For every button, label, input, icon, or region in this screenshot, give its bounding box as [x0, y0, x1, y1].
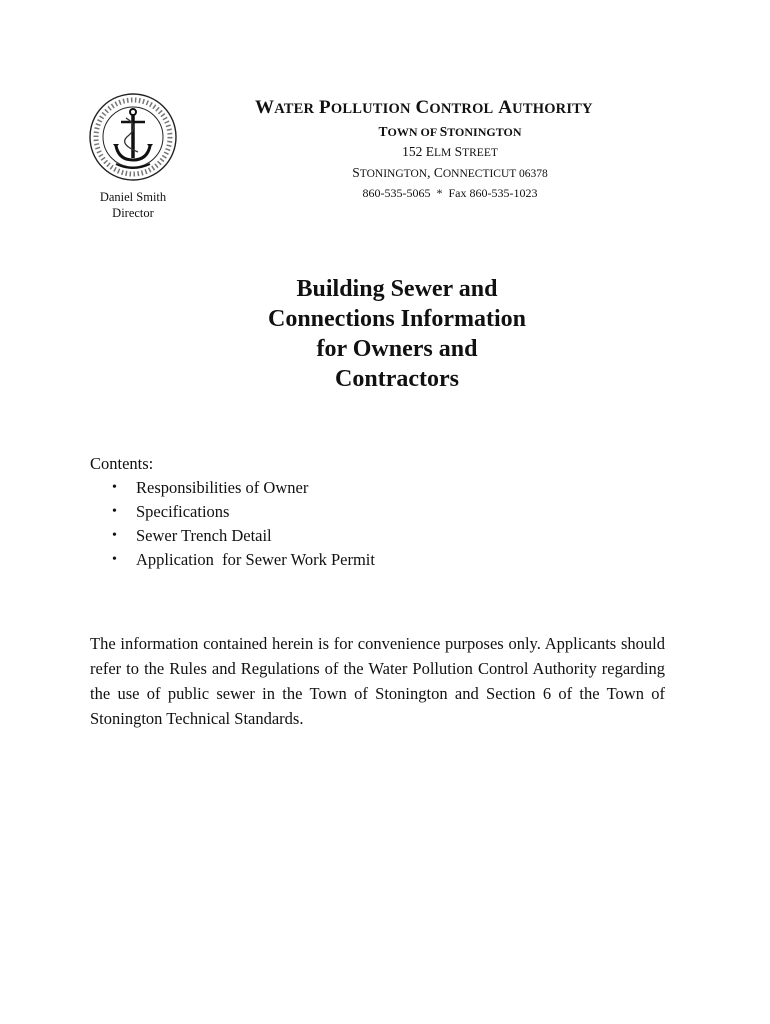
town-initial: T [378, 124, 388, 139]
city-part: TONINGTON [359, 168, 428, 180]
title-line: Building Sewer and [296, 276, 498, 302]
title-initial: C [415, 97, 430, 118]
title-rest: ATER [274, 101, 315, 117]
list-item [112, 548, 690, 572]
title-line: for Owners and [316, 336, 478, 362]
director-title: Director [112, 206, 154, 220]
bullet-icon: • [112, 552, 117, 567]
street-part: 152 E [402, 144, 434, 159]
list-item-label: Responsibilities of Owner [136, 478, 309, 497]
town-seal-icon [88, 92, 178, 182]
anchor-seal-icon [88, 92, 178, 182]
title-initial: A [498, 97, 513, 118]
town-initial: S [439, 124, 448, 139]
street-part: S [454, 144, 463, 159]
town-rest: TONINGTON [447, 125, 522, 139]
town-line [300, 122, 600, 142]
city-line [300, 163, 600, 184]
disclaimer-paragraph: The information contained herein is for convenience purposes only. Applicants should refer to the Rules and Regulations of the Water Pollution Control Authority regarding the use of public sewer in the Town of Stonington and Section 6 of the Town of Stonington Technical Standards. [90, 634, 665, 728]
phone-line: 860-535-5065 * Fax 860-535-1023 [362, 186, 538, 200]
title-line: Connections Information [267, 306, 526, 332]
document-title [217, 274, 577, 394]
city-part: , C [427, 165, 443, 180]
director-block [78, 189, 188, 221]
title-rest: ONTROL [429, 101, 494, 117]
list-item-label: Sewer Trench Detail [136, 526, 272, 545]
street-line [300, 142, 600, 163]
list-item [112, 524, 690, 548]
title-initial: W [255, 97, 275, 118]
address-block [300, 122, 600, 203]
list-item [112, 500, 690, 524]
contents-section [90, 452, 690, 572]
city-part: S [352, 165, 360, 180]
list-item-label: Application for Sewer Work Permit [136, 550, 375, 569]
title-initial: P [319, 97, 331, 118]
city-part: ONNECTICUT [442, 168, 517, 180]
town-rest: OWN OF [387, 125, 437, 139]
street-part: TREET [462, 147, 498, 159]
contents-label: Contents: [90, 454, 154, 473]
bullet-icon: • [112, 480, 117, 495]
authority-title [255, 97, 655, 119]
city-part: 06378 [516, 168, 548, 180]
street-part: LM [433, 147, 452, 159]
title-rest: OLLUTION [330, 101, 411, 117]
list-item-label: Specifications [136, 502, 230, 521]
title-line: Contractors [335, 366, 459, 392]
director-name: Daniel Smith [99, 190, 167, 204]
bullet-icon: • [112, 528, 117, 543]
title-rest: UTHORITY [512, 101, 593, 117]
list-item [112, 476, 690, 500]
contents-list [90, 476, 690, 572]
bullet-icon: • [112, 504, 117, 519]
